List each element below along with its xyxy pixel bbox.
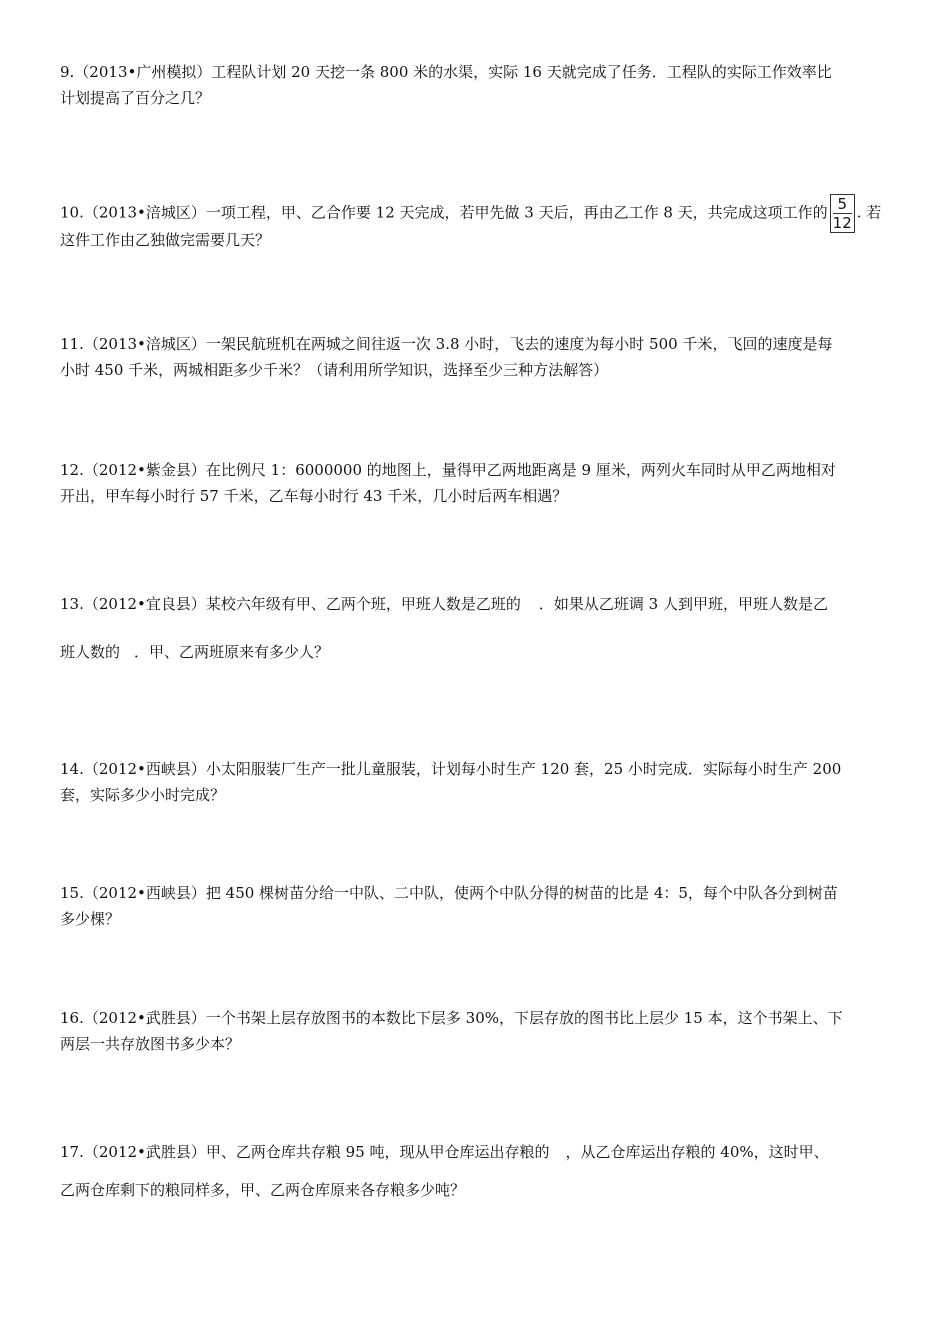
problem-11 [60,334,900,380]
problem-line: 12.（2012•紫金县）在比例尺 1：6000000 的地图上，量得甲乙两地距离是 9 厘米，两列火车同时从甲乙两地相对 [60,461,836,479]
problem-10 [60,194,900,250]
problem-line: 开出，甲车每小时行 57 千米，乙车每小时行 43 千米，几小时后两车相遇？ [60,487,568,505]
problem-line [60,642,900,662]
problem-17 [60,1142,900,1200]
fraction-numerator: 5 [833,195,852,214]
problem-line: 小时 450 千米，两城相距多少千米？（请利用所学知识，选择至少三种方法解答） [60,361,609,379]
problem-line: 多少棵？ [60,910,121,928]
problem-text: 班人数的 [60,643,121,661]
problem-line [60,194,900,232]
problem-16 [60,1008,900,1054]
problem-text: . 若 [856,203,882,222]
problem-line: 两层一共存放图书多少本？ [60,1035,241,1053]
problem-line [60,594,900,614]
problem-line: 乙两仓库剩下的粮同样多，甲、乙两仓库原来各存粮多少吨？ [60,1181,466,1199]
problem-text: 13.（2012•宜良县）某校六年级有甲、乙两个班，甲班人数是乙班的 [60,595,521,613]
problem-text: ．甲、乙两班原来有多少人？ [134,643,330,661]
problem-9 [60,62,900,108]
problem-text: ，从乙仓库运出存粮的 40%，这时甲、 [565,1143,829,1161]
problem-line: 16.（2012•武胜县）一个书架上层存放图书的本数比下层多 30%，下层存放的图书比上层少 15 本，这个书架上、下 [60,1009,843,1027]
problem-line: 15.（2012•西峡县）把 450 棵树苗分给一中队、二中队，使两个中队分得的树苗的比是 4：5，每个中队各分到树苗 [60,884,838,902]
problem-13 [60,594,900,662]
problem-line: 14.（2012•西峡县）小太阳服装厂生产一批儿童服装，计划每小时生产 120 套，25 小时完成．实际每小时生产 200 [60,760,842,778]
problem-14 [60,759,900,805]
problem-text: 10.（2013•涪城区）一项工程，甲、乙合作要 12 天完成，若甲先做 3 天后，再由乙工作 8 天，共完成这项工作的 [60,203,828,222]
problem-text: 17.（2012•武胜县）甲、乙两仓库共存粮 95 吨，现从甲仓库运出存粮的 [60,1143,550,1161]
problem-line: 这件工作由乙独做完需要几天？ [60,231,271,249]
problem-line: 11.（2013•涪城区）一架民航班机在两城之间往返一次 3.8 小时，飞去的速度为每小时 500 千米，飞回的速度是每 [60,335,833,353]
fraction-denominator: 12 [832,214,852,232]
problem-text: ．如果从乙班调 3 人到甲班，甲班人数是乙 [538,595,828,613]
problem-line: 9.（2013•广州模拟）工程队计划 20 天挖一条 800 米的水渠，实际 16 天就完成了任务．工程队的实际工作效率比 [60,63,832,81]
problem-12 [60,460,900,506]
fraction [830,194,855,233]
problem-line [60,1142,900,1162]
problem-15 [60,883,900,929]
problem-line: 计划提高了百分之几？ [60,89,211,107]
problem-line: 套，实际多少小时完成？ [60,786,226,804]
